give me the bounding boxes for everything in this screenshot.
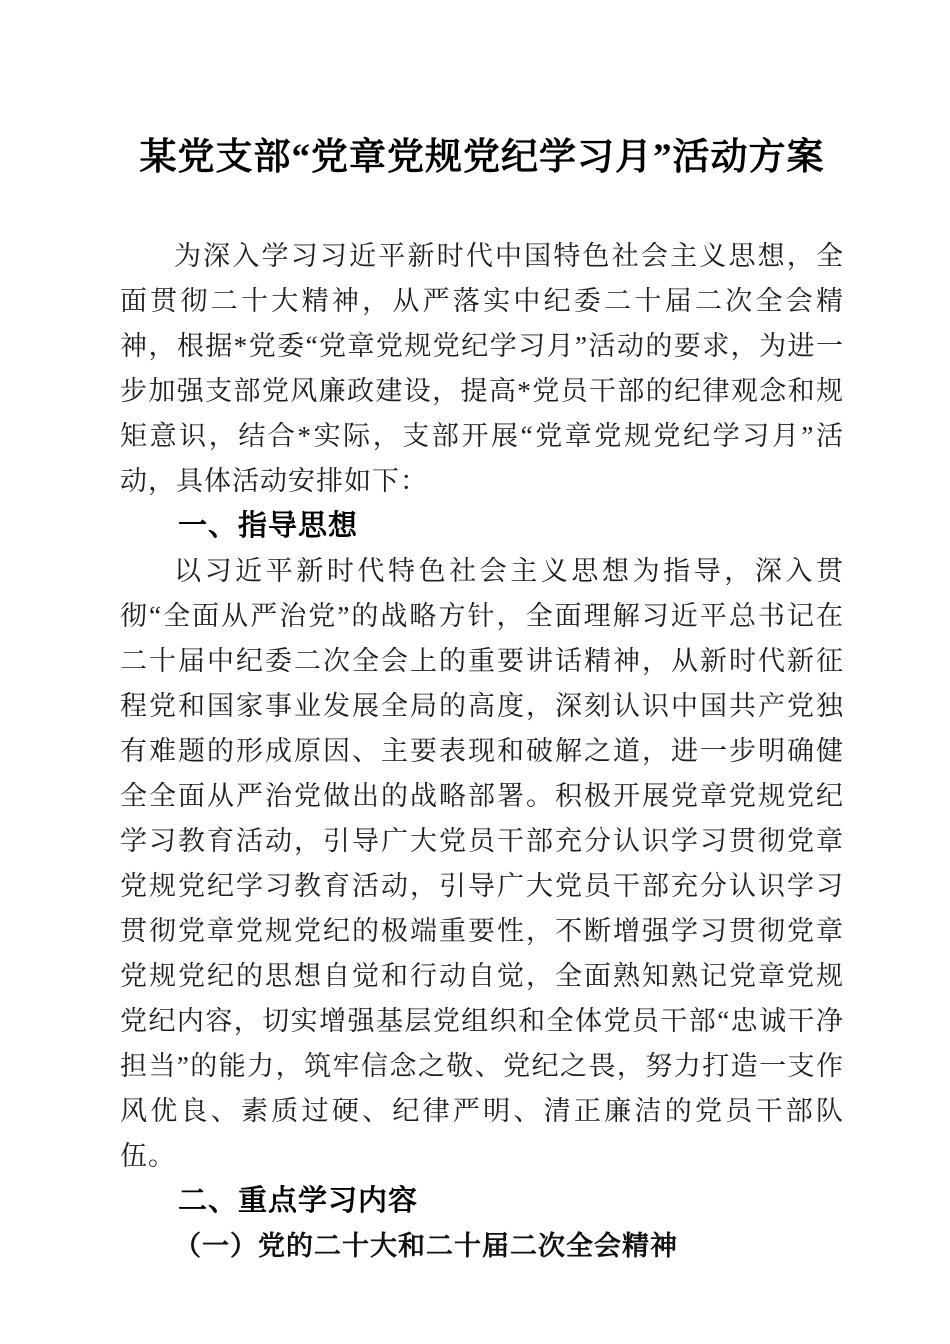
- document-title: 某党支部“党章党规党纪学习月”活动方案: [139, 137, 825, 178]
- paragraph-intro: 为深入学习习近平新时代中国特色社会主义思想，全面贯彻二十大精神，从严落实中纪委二十届二次全会精神，根据*党委“党章党规党纪学习月”活动的要求，为进一步加强支部党风廉政建设，提高*党员干部的纪律观念和规矩意识，结合*实际，支部开展“党章党规党纪学习月”活动，具体活动安排如下：: [120, 241, 844, 496]
- paragraph-guiding-ideology: 以习近平新时代特色社会主义思想为指导，深入贯彻“全面从严治党”的战略方针，全面理解习近平总书记在二十届中纪委二次全会上的重要讲话精神，从新时代新征程党和国家事业发展全局的高度，深刻认识中国共产党独有难题的形成原因、主要表现和破解之道，进一步明确健全全面从严治党做出的战略部署。积极开展党章党规党纪学习教育活动，引导广大党员干部充分认识学习贯彻党章党规党纪学习教育活动，引导广大党员干部充分认识学习贯彻党章党规党纪的极端重要性，不断增强学习贯彻党章党规党纪的思想自觉和行动自觉，全面熟知熟记党章党规党纪内容，切实增强基层党组织和全体党员干部“忠诚干净担当”的能力，筑牢信念之敬、党纪之畏，努力打造一支作风优良、素质过硬、纪律严明、清正廉洁的党员干部队伍。: [120, 556, 844, 1171]
- subheading-study-item-1: （一）党的二十大和二十届二次全会精神: [174, 1231, 678, 1261]
- heading-key-study-content: 二、重点学习内容: [178, 1185, 419, 1217]
- heading-guiding-ideology: 一、指导思想: [178, 510, 359, 542]
